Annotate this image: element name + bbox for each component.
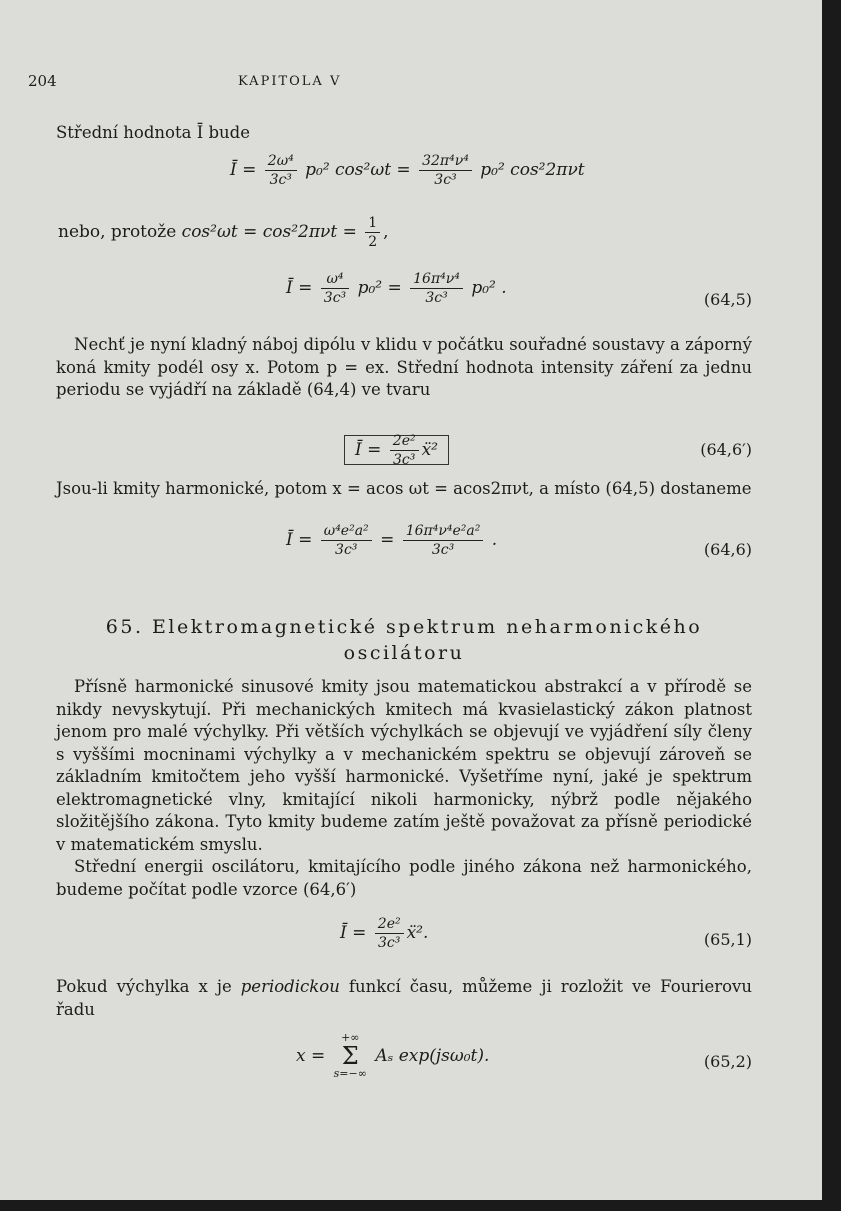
equation-64-6-prime: Ī = $\frac{\text{2e²}}{\text{3c³}}$ ẍ² (344, 432, 449, 469)
section-heading: 65. Elektromagnetické spektrum neharmonického oscilátoru (105, 616, 703, 664)
paragraph-dipole: Nechť je nyní kladný náboj dipólu v klidu v počátku souřadné soustavy a záporný koná kmity podél osy x. Potom p = ex. Střední hodnota intensity záření za jednu periodu se vyjádří na základě (64,4) ve tvaru (56, 335, 752, 399)
equation-cos-mean: nebo, protože cos²ωt = cos²2πνt = $\frac{1}{2}$ , (58, 215, 389, 250)
equation-number-65-2: (65,2) (703, 1052, 752, 1071)
equation-64-6: Ī = $\frac{\text{ω⁴e²a²}}{\text{3c³}}$ = $\frac{\text{16π⁴ν⁴e²a²}}{\text{3c³}}$ . (286, 523, 498, 558)
page-number: 204 (28, 72, 57, 90)
equation-number-64-6: (64,6) (703, 540, 752, 559)
equation-64-5: Ī = $\frac{\text{ω⁴}}{\text{3c³}}$ p₀² = $\frac{\text{16π⁴ν⁴}}{\text{3c³}}$ p₀² . (286, 271, 507, 306)
equation-mean-intensity: Ī = $\frac{\text{2ω⁴}}{\text{3c³}}$ p₀² cos²ωt = $\frac{\text{32π⁴ν⁴}}{\text{3c³}}$ p₀² cos²2πνt (230, 153, 585, 188)
equation-65-2: x = +∞ Σ s=−∞ Aₛ exp(jsω₀t). (296, 1031, 490, 1080)
running-title: KAPITOLA V (238, 74, 342, 89)
equation-65-1: Ī = $\frac{\text{2e²}}{\text{3c³}}$ ẍ². (340, 916, 429, 951)
paragraph-intro: Střední hodnota Ī bude (56, 123, 250, 142)
equation-number-64-6-prime: (64,6′) (700, 440, 752, 459)
paragraph-fourier: Pokud výchylka x je periodickou funkcí času, můžeme ji rozložit ve Fourierovu řadu (56, 977, 752, 1019)
scan-edge (822, 0, 841, 1211)
paragraph-harmonic: Jsou-li kmity harmonické, potom x = acos ωt = acos2πνt, a místo (64,5) dostaneme (56, 479, 752, 498)
paragraph-anharmonic: Přísně harmonické sinusové kmity jsou matematickou abstrakcí a v přírodě se nikdy nevyskytují. Při mechanických kmitech má kvasielastický zákon platnost jenom pro malé výchylky. Při větších výchylkách se objevují ve vyjádření síly členy s vyššími mocninami výchylky a v mechanickém spektru se objevují zároveň se základním kmitočtem jeho vyšší harmonické. Vyšetříme nyní, jaké je spektrum elektromagnetické vlny, kmitající nikoli harmonicky, nýbrž podle nějakého složitějšího zákona. Tyto kmity budeme zatím ještě považovat za přísně periodické v matematickém smyslu. (56, 677, 752, 854)
equation-number-64-5: (64,5) (703, 290, 752, 309)
paragraph-energy: Střední energii oscilátoru, kmitajícího podle jiného zákona než harmonického, budeme počítat podle vzorce (64,6′) (56, 857, 752, 899)
equation-number-65-1: (65,1) (703, 930, 752, 949)
